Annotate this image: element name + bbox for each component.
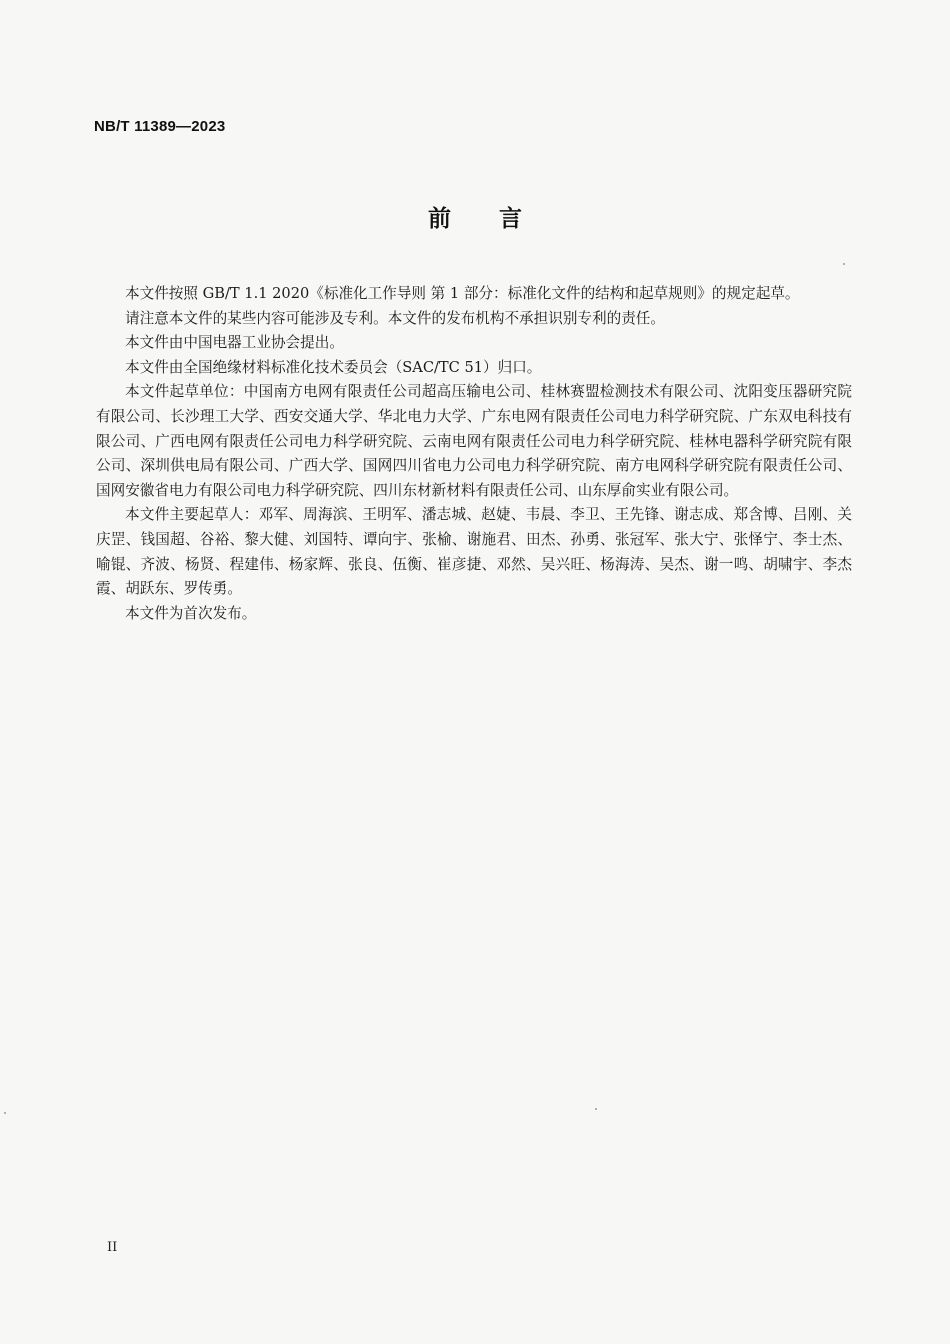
scan-speck [843,263,845,265]
paragraph-technical-committee: 本文件由全国绝缘材料标准化技术委员会（SAC/TC 51）归口。 [125,358,542,376]
paragraph-drafting-rules: 本文件按照 GB/T 1.1 2020《标准化工作导则 第 1 部分：标准化文件的结构和起草规则》的规定起草。 [125,285,800,302]
scan-speck [595,1108,597,1110]
paragraph-drafting-organizations: 本文件起草单位：中国南方电网有限责任公司超高压输电公司、桂林赛盟检测技术有限公司、沈阳变压器研究院有限公司、长沙理工大学、西安交通大学、华北电力大学、广东电网有限责任公司电力科学研究院、广东双电科技有限公司、广西电网有限责任公司电力科学研究院、云南电网有限责任公司电力科学研究院、桂林电器科学研究院有限公司、深圳供电局有限公司、广西大学、国网四川省电力公司电力科学研究院、南方电网科学研究院有限责任公司、国网安徽省电力有限公司电力科学研究院、四川东材新材料有限责任公司、山东厚俞实业有限公司。 [96,383,852,499]
paragraph-first-issue: 本文件为首次发布。 [125,604,257,622]
document-body [96,282,852,626]
paragraph-main-drafters: 本文件主要起草人：邓军、周海滨、王明军、潘志城、赵婕、韦晨、李卫、王先锋、谢志成、郑含博、吕刚、关庆罡、钱国超、谷裕、黎大健、刘国特、谭向宇、张榆、谢施君、田杰、孙勇、张冠军、张大宁、张怿宁、李士杰、喻锟、齐波、杨贤、程建伟、杨家辉、张良、伍衡、崔彦捷、邓然、吴兴旺、杨海涛、吴杰、谢一鸣、胡啸宇、李杰霞、胡跃东、罗传勇。 [96,506,852,598]
scan-speck [4,1112,6,1114]
paragraph-proposer: 本文件由中国电器工业协会提出。 [125,334,344,352]
page-number: II [107,1240,118,1255]
standard-code: NB/T 11389—2023 [94,118,226,135]
page-title: 前言 [428,206,570,232]
paragraph-patent-notice: 请注意本文件的某些内容可能涉及专利。本文件的发布机构不承担识别专利的责任。 [125,309,665,327]
